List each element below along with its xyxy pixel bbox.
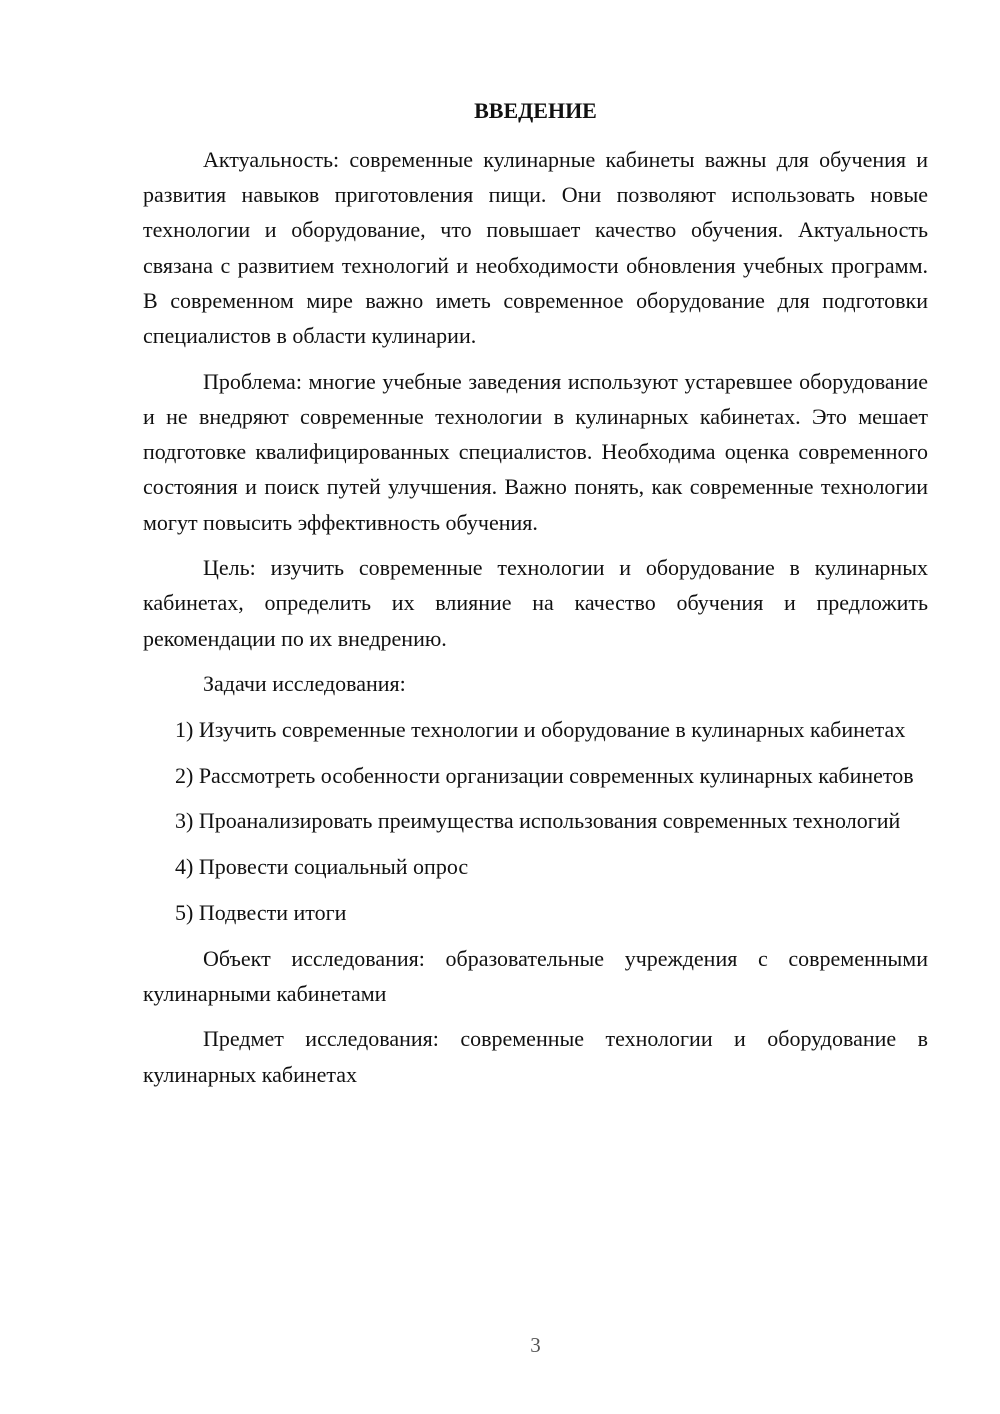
task-item: 1) Изучить современные технологии и оборудование в кулинарных кабинетах xyxy=(175,717,906,743)
task-item: 4) Провести социальный опрос xyxy=(175,854,469,880)
goal-paragraph: Цель: изучить современные технологии и оборудование в кулинарных кабинетах, определить их влияние на качество обучения и предложить рекомендации по их внедрению. xyxy=(143,555,928,651)
task-item: 3) Проанализировать преимущества использования современных технологий xyxy=(175,808,901,834)
task-item: 5) Подвести итоги xyxy=(175,899,347,925)
object-paragraph: Объект исследования: образовательные учреждения с современными кулинарными кабинетами xyxy=(143,945,928,1006)
document-body xyxy=(143,142,928,1102)
subject-paragraph: Предмет исследования: современные технологии и оборудование в кулинарных кабинетах xyxy=(143,1026,928,1087)
task-item: 2) Рассмотреть особенности организации современных кулинарных кабинетов xyxy=(175,762,914,788)
relevance-paragraph: Актуальность: современные кулинарные кабинеты важны для обучения и развития навыков приготовления пищи. Они позволяют использовать новые технологии и оборудование, что повышает качество обучения. Актуальность связана с развитием технологий и необходимости обновления учебных программ. В современном мире важно иметь современное оборудование для подготовки специалистов в области кулинарии. xyxy=(143,147,928,349)
page-title: ВВЕДЕНИЕ xyxy=(474,98,597,123)
page-number: 3 xyxy=(530,1333,541,1357)
problem-paragraph: Проблема: многие учебные заведения используют устаревшее оборудование и не внедряют современные технологии в кулинарных кабинетах. Это мешает подготовке квалифицированных специалистов. Необходима оценка современного состояния и поиск путей улучшения. Важно понять, как современные технологии могут повысить эффективность обучения. xyxy=(143,368,928,535)
tasks-heading: Задачи исследования: xyxy=(203,671,406,697)
